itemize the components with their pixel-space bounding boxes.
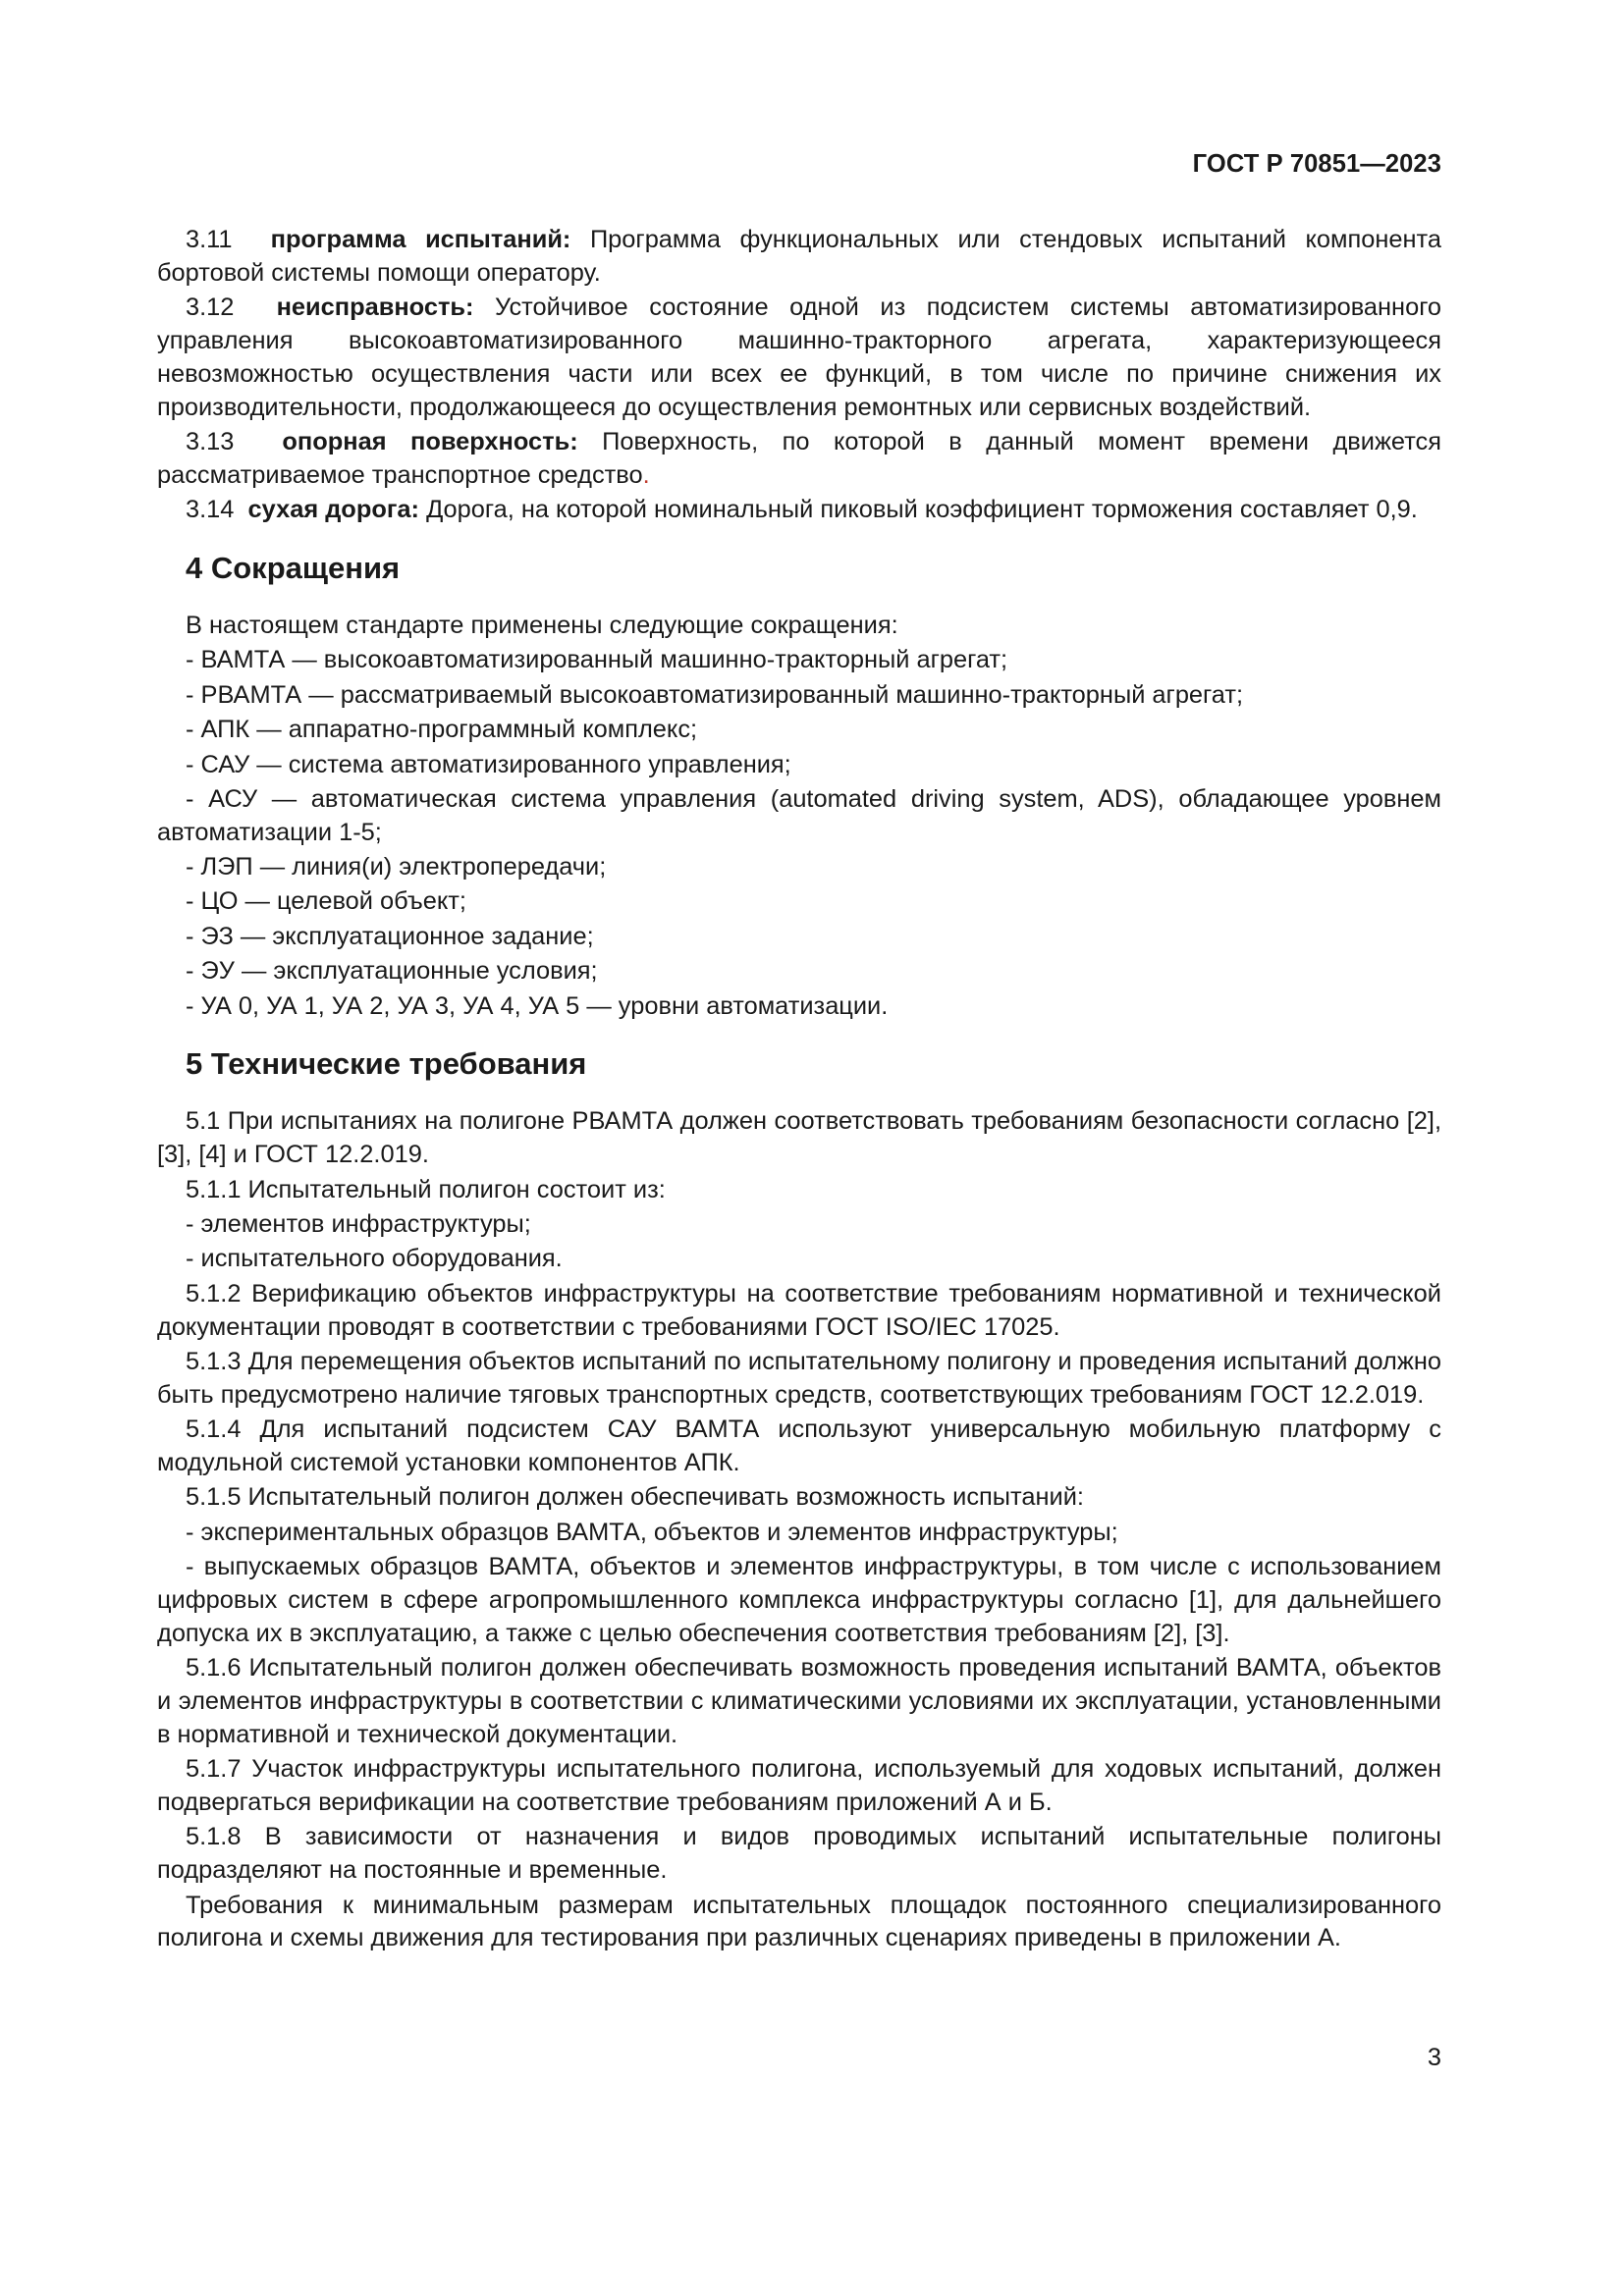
- clause-5-1-2: 5.1.2 Верификацию объектов инфраструктуры на соответствие требованиям нормативной и технической документации проводят в соответствии с требованиями ГОСТ ISO/IEC 17025.: [157, 1279, 1441, 1341]
- list-item: - испытательного оборудования.: [186, 1245, 563, 1273]
- abbreviation-item: - ЛЭП — линия(и) электропередачи;: [186, 853, 607, 881]
- document-number: ГОСТ Р 70851—2023: [1192, 150, 1441, 178]
- list-item: - элементов инфраструктуры;: [186, 1210, 531, 1239]
- clause-5-1-4: 5.1.4 Для испытаний подсистем САУ ВАМТА используют универсальную мобильную платформу с модульной системой установки компонентов АПК.: [157, 1415, 1441, 1476]
- term-number: 3.13: [186, 427, 235, 455]
- list-item: - экспериментальных образцов ВАМТА, объектов и элементов инфраструктуры;: [186, 1518, 1118, 1546]
- term-definition: Программа функциональных или стендовых испытаний компонента бортовой системы помощи оператору.: [157, 226, 1441, 287]
- term-title: неисправность:: [276, 294, 474, 322]
- term-title: опорная поверхность:: [282, 427, 578, 455]
- abbreviation-item: - ЭУ — эксплуатационные условия;: [186, 957, 598, 986]
- term-period: .: [642, 460, 650, 489]
- term-number: 3.11: [186, 226, 233, 253]
- clause-5-1-6: 5.1.6 Испытательный полигон должен обеспечивать возможность проведения испытаний ВАМТА, объектов и элементов инфраструктуры в соответствии с климатическими условиями их эксплуатации, установленными в нормативной и технической документации.: [157, 1654, 1441, 1748]
- abbreviation-item: - САУ — система автоматизированного управления;: [186, 750, 791, 778]
- term-definition: Поверхность, по которой в данный момент времени движется рассматриваемое транспортное средство: [157, 427, 1441, 489]
- closing-paragraph: Требования к минимальным размерам испытательных площадок постоянного специализированного полигона и схемы движения для тестирования при различных сценариях приведены в приложении А.: [157, 1891, 1441, 1952]
- clause-5-1: 5.1 При испытаниях на полигоне РВАМТА должен соответствовать требованиям безопасности согласно [2], [3], [4] и ГОСТ 12.2.019.: [157, 1107, 1441, 1169]
- section-5-heading: 5 Технические требования: [186, 1046, 587, 1082]
- term-title: программа испытаний:: [270, 226, 571, 253]
- clause-5-1-5: 5.1.5 Испытательный полигон должен обеспечивать возможность испытаний:: [186, 1483, 1084, 1512]
- clause-5-1-8: 5.1.8 В зависимости от назначения и видов проводимых испытаний испытательные полигоны подразделяют на постоянные и временные.: [157, 1823, 1441, 1885]
- list-item: - выпускаемых образцов ВАМТА, объектов и элементов инфраструктуры, в том числе с использованием цифровых систем в сфере агропромышленного комплекса инфраструктуры согласно [1], для дальнейшего допуска их в эксплуатацию, а также с целью обеспечения соответствия требованиям [2], [3].: [157, 1553, 1441, 1647]
- clause-5-1-1: 5.1.1 Испытательный полигон состоит из:: [186, 1175, 666, 1203]
- abbreviation-item: - УА 0, УА 1, УА 2, УА 3, УА 4, УА 5 — уровни автоматизации.: [186, 991, 889, 1020]
- abbreviation-item: - ВАМТА — высокоавтоматизированный машинно-тракторный агрегат;: [186, 646, 1008, 674]
- term-3-12: [157, 292, 1441, 424]
- abbreviation-item: - ЭЗ — эксплуатационное задание;: [186, 922, 594, 950]
- term-3-14: [157, 494, 1441, 527]
- page-content: [157, 224, 1441, 1957]
- term-3-11: [157, 224, 1441, 291]
- abbreviation-item: - АПК — аппаратно-программный комплекс;: [186, 716, 698, 744]
- term-3-13: [157, 426, 1441, 493]
- term-definition: Дорога, на которой номинальный пиковый коэффициент торможения составляет 0,9.: [426, 496, 1418, 524]
- abbreviation-item: - РВАМТА — рассматриваемый высокоавтоматизированный машинно-тракторный агрегат;: [186, 680, 1244, 709]
- section-4-intro: В настоящем стандарте применены следующие сокращения:: [186, 611, 898, 639]
- term-number: 3.14: [186, 496, 235, 524]
- abbreviation-item: - АСУ — автоматическая система управления (automated driving system, ADS), обладающее уровнем автоматизации 1-5;: [157, 784, 1441, 846]
- section-4-heading: 4 Сокращения: [186, 550, 401, 585]
- term-definition: Устойчивое состояние одной из подсистем системы автоматизированного управления высокоавтоматизированного машинно-тракторного агрегата, характеризующееся невозможностью осуществления части или всех ее функций, в том числе по причине снижения их производительности, продолжающееся до осуществления ремонтных или сервисных воздействий.: [157, 294, 1442, 421]
- term-number: 3.12: [186, 294, 235, 322]
- abbreviation-item: - ЦО — целевой объект;: [186, 887, 466, 916]
- clause-5-1-7: 5.1.7 Участок инфраструктуры испытательного полигона, используемый для ходовых испытаний, должен подвергаться верификации на соответствие требованиям приложений А и Б.: [157, 1755, 1441, 1816]
- term-title: сухая дорога:: [247, 496, 419, 524]
- clause-5-1-3: 5.1.3 Для перемещения объектов испытаний по испытательному полигону и проведения испытаний должно быть предусмотрено наличие тяговых транспортных средств, соответствующих требованиям ГОСТ 12.2.019.: [157, 1348, 1441, 1409]
- page-number: 3: [1427, 2044, 1441, 2071]
